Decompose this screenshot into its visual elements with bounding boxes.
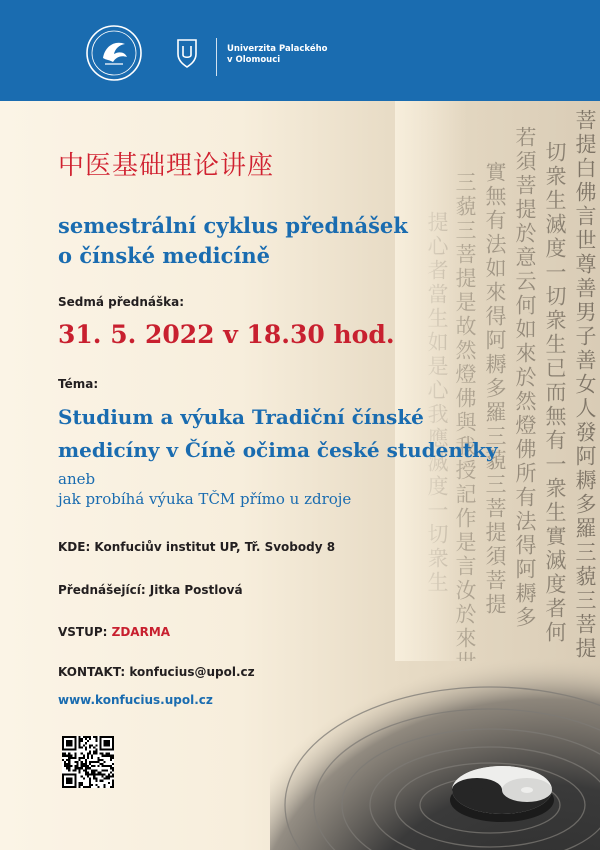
admission-value: ZDARMA — [111, 625, 171, 639]
chinese-calligraphy-background — [395, 101, 600, 661]
lecture-date: 31. 5. 2022 v 18.30 hod. — [58, 320, 395, 349]
series-subtitle-line2: o čínské medicíně — [58, 243, 271, 268]
topic-label: Téma: — [58, 377, 99, 391]
chinese-title: 中医基础理论讲座 — [58, 151, 275, 181]
yin-yang-stone-icon — [450, 766, 554, 822]
series-subtitle-line1: semestrální cyklus přednášek — [58, 213, 408, 238]
confucius-institute-logo-icon — [85, 24, 143, 82]
series-subtitle — [58, 211, 478, 271]
topic-title — [58, 401, 558, 467]
university-name — [227, 44, 347, 66]
aneb-word: aneb — [58, 470, 96, 488]
admission-label: VSTUP: — [58, 625, 108, 639]
topic-title-line1: Studium a výuka Tradiční čínské — [58, 405, 424, 429]
contact-email[interactable]: KONTAKT: konfucius@upol.cz — [58, 665, 255, 679]
university-name-line1: Univerzita Palackého — [227, 44, 328, 54]
topic-alternative — [58, 469, 478, 509]
location: KDE: Konfuciův institut UP, Tř. Svobody 8 — [58, 540, 336, 554]
logo-divider — [216, 38, 217, 76]
aneb-detail: jak probíhá výuka TČM přímo u zdroje — [58, 490, 352, 508]
admission — [58, 625, 170, 639]
zen-sand-garden-image — [270, 590, 600, 850]
topic-title-line2: medicíny v Číně očima české studentky — [58, 438, 498, 462]
lecture-number-label: Sedmá přednáška: — [58, 295, 185, 309]
university-name-line2: v Olomouci — [227, 55, 281, 65]
palacky-university-logo-icon — [176, 38, 198, 68]
header-bar — [0, 0, 600, 101]
website-link[interactable]: www.konfucius.upol.cz — [58, 693, 213, 707]
lecturer: Přednášející: Jitka Postlová — [58, 583, 243, 597]
qr-code-icon[interactable] — [62, 736, 114, 788]
